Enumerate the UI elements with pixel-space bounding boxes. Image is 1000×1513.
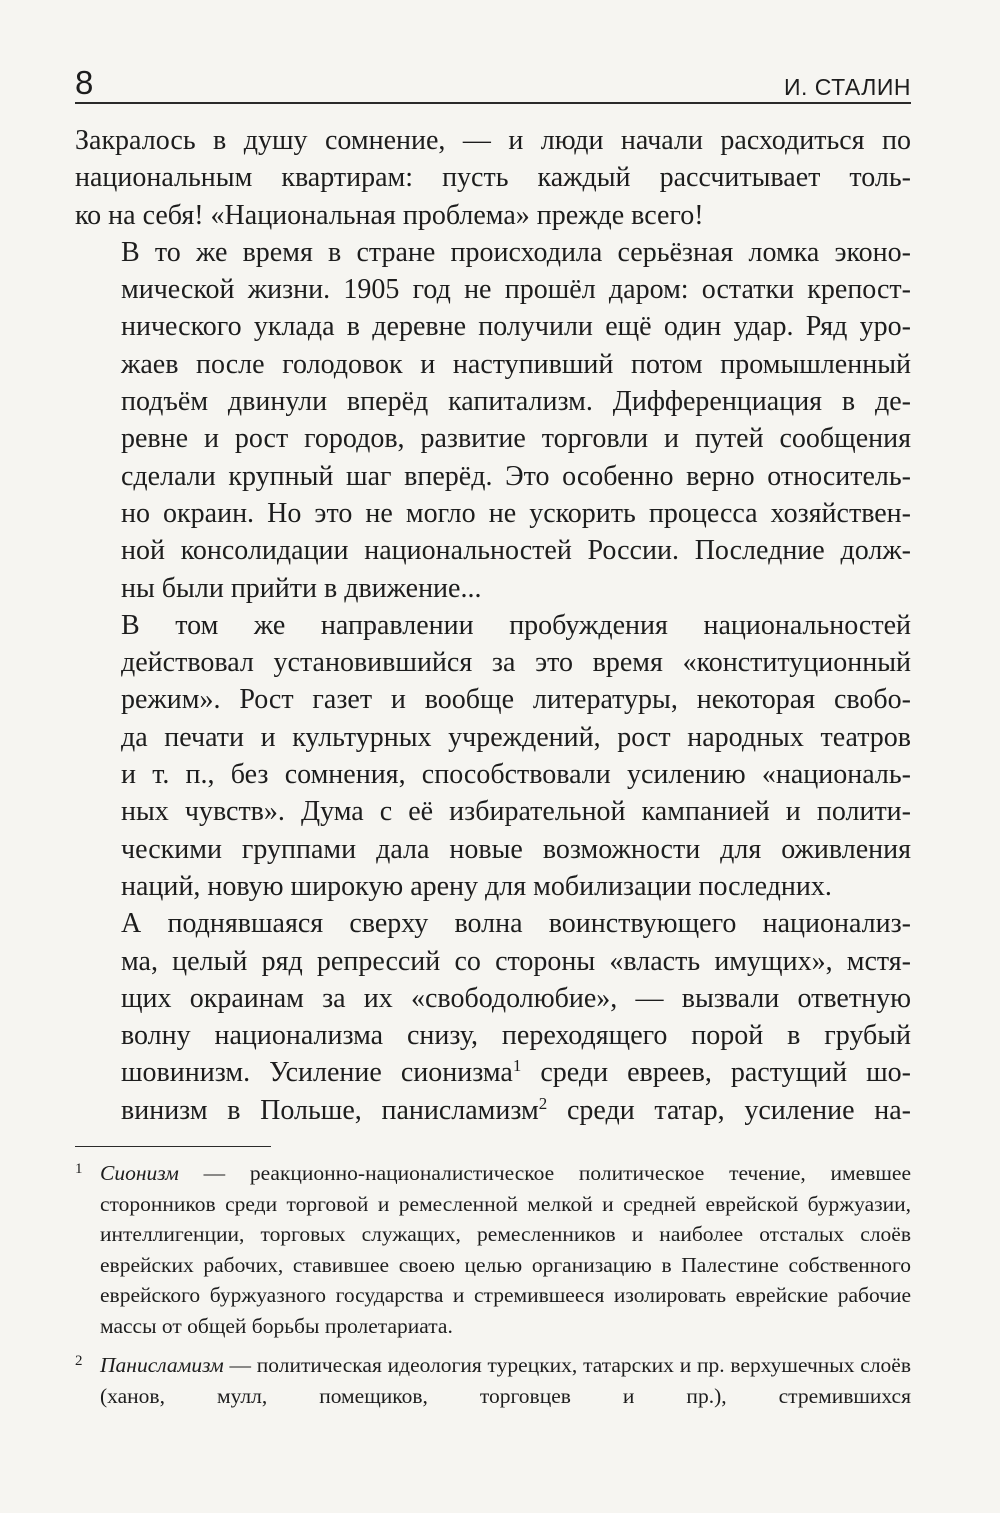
footnote-ref-2[interactable]: 2 [538, 1093, 548, 1113]
footnote-divider [75, 1146, 271, 1147]
text-fragment: шовинизм. Усиление сионизма [121, 1057, 513, 1089]
page-number: 8 [75, 64, 94, 101]
text-line: ко на себя! «Национальная проблема» прежде всего! [75, 199, 704, 231]
text-line: ревне и рост городов, развитие торговли и путей сообщения [121, 423, 911, 455]
paragraph-2 [75, 234, 911, 607]
text-line: Закралось в душу сомнение, — и люди начали расходиться по [75, 125, 911, 156]
text-line [75, 1092, 911, 1129]
text-line: жаев после голодовок и наступивший потом промышленный [121, 348, 911, 380]
footnote-ref-1[interactable]: 1 [512, 1056, 522, 1076]
footnote-text: — политическая идеология турецких, татарских и пр. верхушечных слоёв (ханов, мулл, помещиков, торговцев и пр.), стремившихся [100, 1353, 911, 1408]
text-line: ной консолидации национальностей России. Последние долж- [121, 535, 911, 567]
paragraph-4 [75, 905, 911, 1129]
footnote-term: Панисламизм [100, 1353, 224, 1377]
text-fragment: винизм в Польше, панисламизм [121, 1094, 539, 1126]
text-line: щих окраинам за их «свободолюбие», — вызвали ответную [121, 982, 911, 1014]
footnotes [75, 1158, 911, 1420]
footnote-text: — реакционно-националистическое политическое течение, имевшее сторонников среди торговой и ремесленной мелкой и средней еврейской буржуазии, интеллигенции, торговых служащих, ремесленников и наиболее отсталых слоёв еврейских рабочих, ставившее своею целью организацию в Палестине собственного еврейского буржуазного государства и стремившееся изолировать еврейские рабочие массы от общей борьбы пролетариата. [100, 1161, 911, 1338]
footnote-1 [75, 1158, 911, 1341]
footnote-2 [75, 1350, 911, 1411]
paragraph-1 [75, 122, 911, 234]
text-line: подъём двинули вперёд капитализм. Дифференциация в де- [121, 386, 911, 418]
text-line: ческими группами дала новые возможности для оживления [121, 833, 911, 865]
footnote-mark: 2 [75, 1353, 83, 1369]
paragraph-3 [75, 607, 911, 905]
text-line: да печати и культурных учреждений, рост народных театров [121, 721, 911, 753]
text-line: но окраин. Но это не могло не ускорить процесса хозяйствен- [121, 497, 911, 529]
text-line: мической жизни. 1905 год не прошёл даром: остатки крепост- [121, 274, 911, 306]
text-fragment: среди татар, усиление на- [547, 1094, 912, 1126]
text-line: режим». Рост газет и вообще литературы, некоторая свобо- [121, 684, 911, 716]
text-line: национальным квартирам: пусть каждый рассчитывает толь- [75, 162, 911, 194]
text-line: сделали крупный шаг вперёд. Это особенно верно относитель- [121, 460, 911, 492]
text-line: волну национализма снизу, переходящего порой в грубый [121, 1020, 911, 1052]
text-line [75, 1054, 911, 1091]
text-line: наций, новую широкую арену для мобилизации последних. [121, 870, 832, 902]
text-line: ма, целый ряд репрессий со стороны «власть имущих», мстя- [121, 945, 911, 977]
text-line: ных чувств». Дума с её избирательной кампанией и полити- [121, 796, 911, 828]
text-line: В том же направлении пробуждения национальностей [121, 609, 911, 641]
page-header [75, 58, 911, 104]
text-line: нического уклада в деревне получили ещё один удар. Ряд уро- [121, 311, 911, 343]
text-line: В то же время в стране происходила серьёзная ломка эконо- [121, 236, 911, 268]
text-fragment: среди евреев, растущий шо- [521, 1057, 912, 1089]
text-line: А поднявшаяся сверху волна воинствующего национализ- [121, 908, 911, 940]
text-line: и т. п., без сомнения, способствовали усилению «националь- [121, 759, 911, 791]
footnote-term: Сионизм [100, 1161, 179, 1185]
main-text [75, 122, 911, 1129]
footnote-mark: 1 [75, 1161, 83, 1177]
text-line: действовал установившийся за это время «конституционный [121, 647, 911, 679]
running-title: И. СТАЛИН [783, 74, 911, 100]
text-line: ны были прийти в движение... [121, 572, 482, 604]
